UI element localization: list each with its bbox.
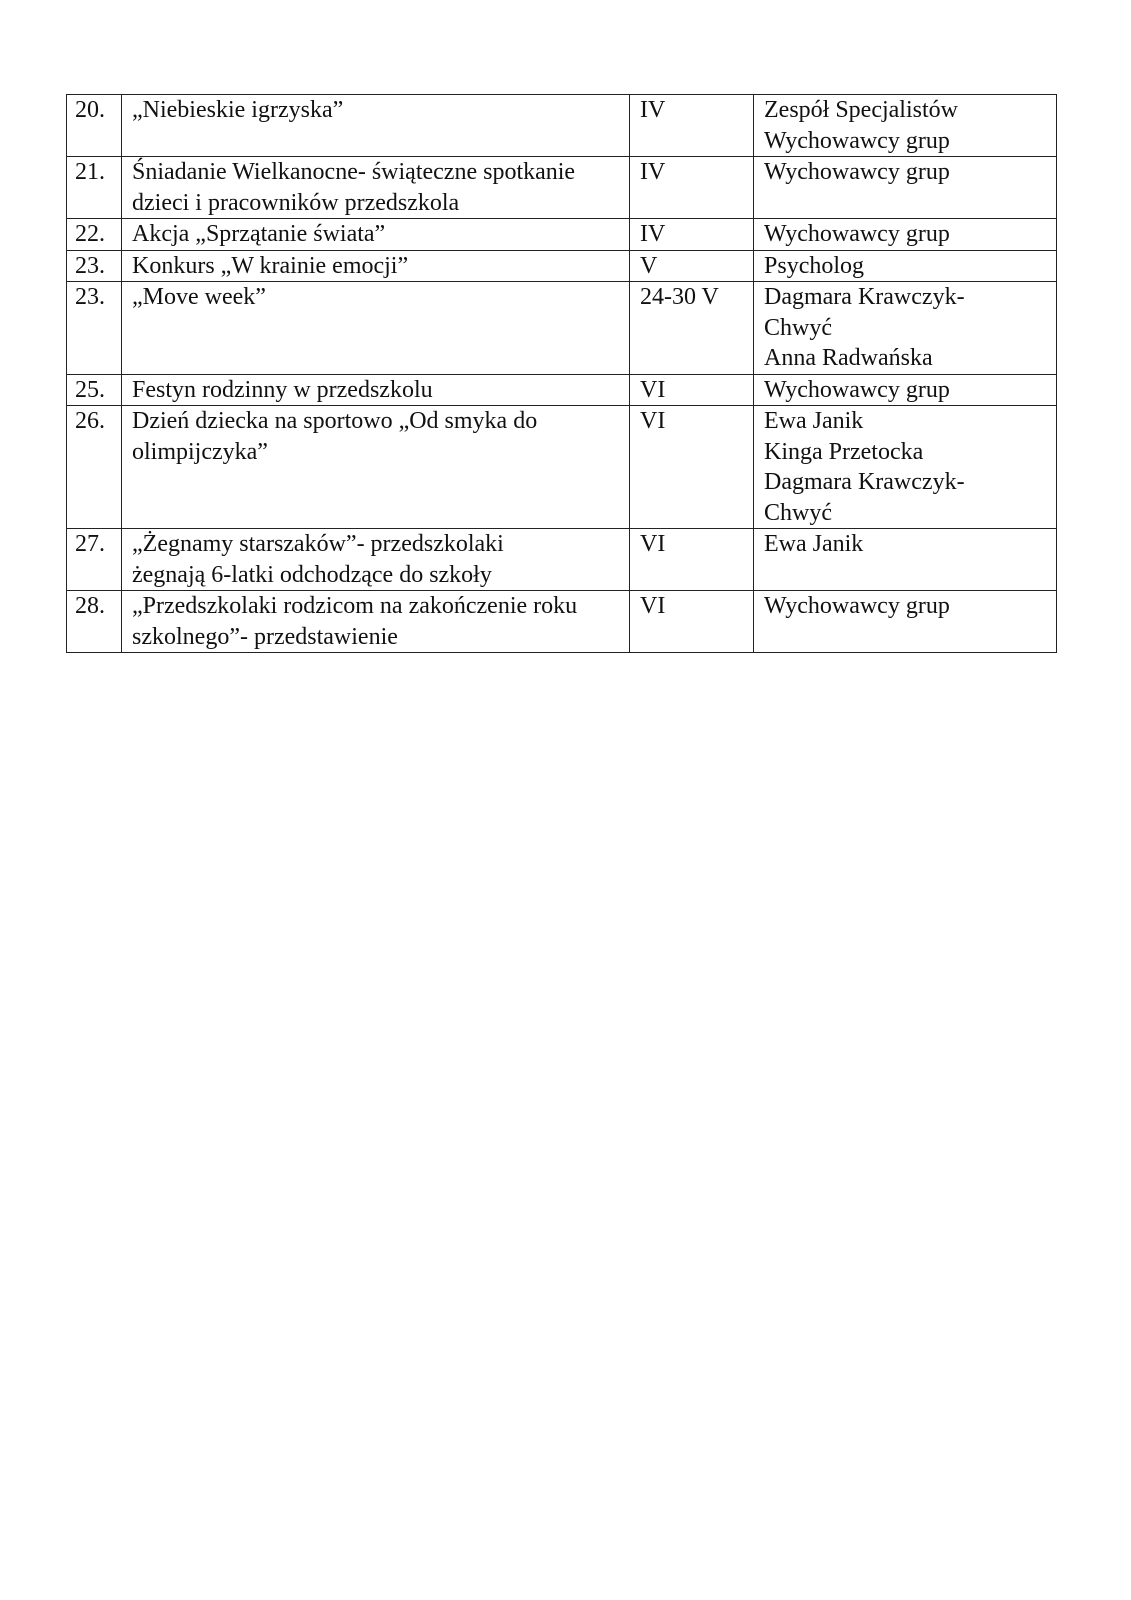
event-name: „Move week” xyxy=(122,282,630,375)
event-month: IV xyxy=(630,157,754,219)
row-number: 21. xyxy=(67,157,122,219)
table-row xyxy=(67,157,1057,219)
responsible-persons: Wychowawcy grup xyxy=(754,219,1057,251)
table-row xyxy=(67,406,1057,529)
row-number: 22. xyxy=(67,219,122,251)
event-name: „Niebieskie igrzyska” xyxy=(122,95,630,157)
table-row xyxy=(67,529,1057,591)
responsible-persons: Wychowawcy grup xyxy=(754,591,1057,653)
row-number: 28. xyxy=(67,591,122,653)
table-row xyxy=(67,591,1057,653)
row-number: 23. xyxy=(67,282,122,375)
events-table xyxy=(66,94,1057,653)
event-month: IV xyxy=(630,219,754,251)
responsible-persons: Dagmara Krawczyk- Chwyć Anna Radwańska xyxy=(754,282,1057,375)
event-month: V xyxy=(630,250,754,282)
responsible-persons: Wychowawcy grup xyxy=(754,157,1057,219)
table-row xyxy=(67,219,1057,251)
row-number: 23. xyxy=(67,250,122,282)
responsible-persons: Ewa Janik xyxy=(754,529,1057,591)
row-number: 20. xyxy=(67,95,122,157)
row-number: 26. xyxy=(67,406,122,529)
event-name: „Przedszkolaki rodzicom na zakończenie roku szkolnego”- przedstawienie xyxy=(122,591,630,653)
event-month: VI xyxy=(630,529,754,591)
event-month: VI xyxy=(630,591,754,653)
event-month: 24-30 V xyxy=(630,282,754,375)
event-month: IV xyxy=(630,95,754,157)
event-month: VI xyxy=(630,406,754,529)
table-row xyxy=(67,282,1057,375)
row-number: 25. xyxy=(67,374,122,406)
event-name: Festyn rodzinny w przedszkolu xyxy=(122,374,630,406)
event-month: VI xyxy=(630,374,754,406)
event-name: Śniadanie Wielkanocne- świąteczne spotkanie dzieci i pracowników przedszkola xyxy=(122,157,630,219)
event-name: Akcja „Sprzątanie świata” xyxy=(122,219,630,251)
row-number: 27. xyxy=(67,529,122,591)
table-row xyxy=(67,250,1057,282)
event-name: Konkurs „W krainie emocji” xyxy=(122,250,630,282)
event-name: Dzień dziecka na sportowo „Od smyka do olimpijczyka” xyxy=(122,406,630,529)
responsible-persons: Ewa Janik Kinga Przetocka Dagmara Krawczyk- Chwyć xyxy=(754,406,1057,529)
table-row xyxy=(67,95,1057,157)
event-name: „Żegnamy starszaków”- przedszkolaki żegnają 6-latki odchodzące do szkoły xyxy=(122,529,630,591)
responsible-persons: Psycholog xyxy=(754,250,1057,282)
responsible-persons: Zespół Specjalistów Wychowawcy grup xyxy=(754,95,1057,157)
responsible-persons: Wychowawcy grup xyxy=(754,374,1057,406)
table-row xyxy=(67,374,1057,406)
